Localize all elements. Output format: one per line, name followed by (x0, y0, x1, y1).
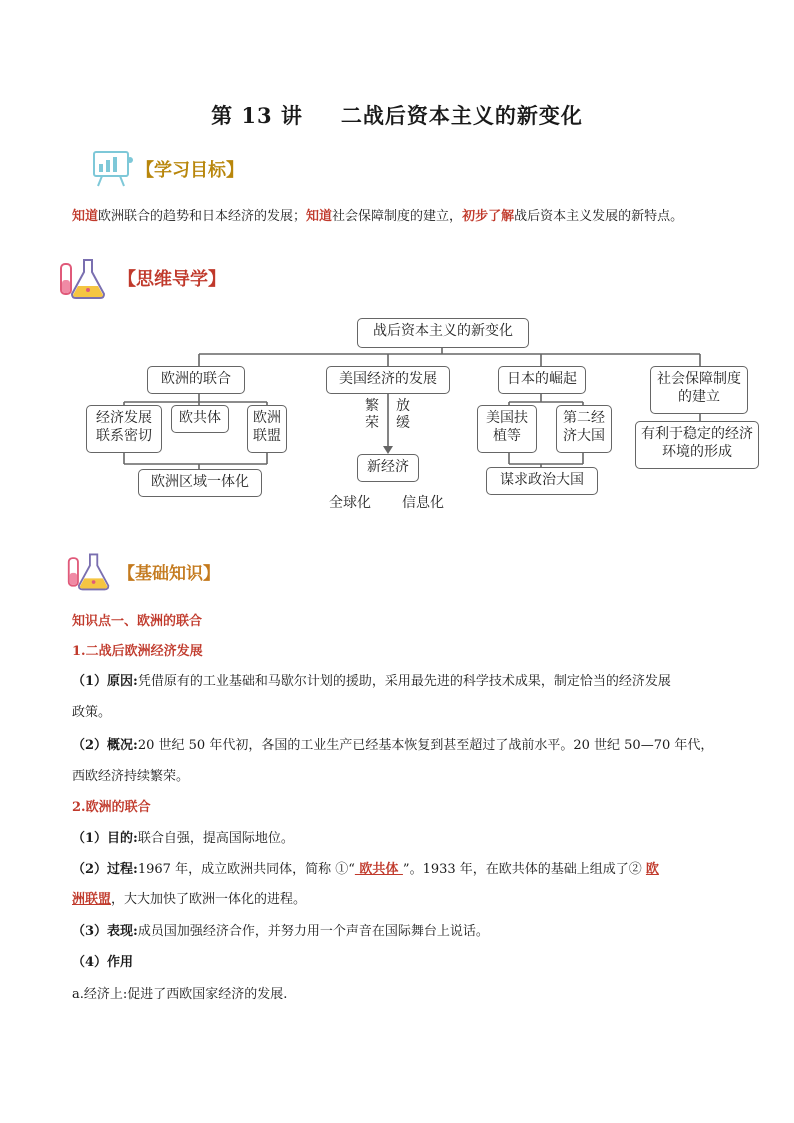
process-text-b: ”。1933 年，在欧共体的基础上组成了② (402, 862, 646, 877)
node-japan: 日本的崛起 (498, 366, 586, 394)
keyword-know-2: 知道 (306, 209, 333, 224)
node-europe-integration: 欧洲区域一体化 (138, 469, 262, 497)
basics-header (66, 550, 220, 592)
mindmap-root: 战后资本主义的新变化 (357, 318, 529, 348)
node-eu: 欧洲联盟 (247, 405, 287, 453)
heading-europe-economy: 1.二战后欧洲经济发展 (72, 644, 203, 659)
objective-part-1: 欧洲联合的趋势和日本经济的发展； (98, 209, 307, 224)
overview-line-2: 西欧经济持续繁荣。 (72, 769, 190, 784)
node-second-economy: 第二经济大国 (556, 405, 612, 453)
mindmap-header (58, 256, 226, 300)
answer-blank-2b: 洲联盟 (72, 892, 112, 907)
page-title (0, 100, 794, 130)
node-ec: 欧共体 (171, 405, 229, 433)
performance-line (72, 920, 489, 939)
purpose-line (72, 827, 294, 846)
process-label: （2）过程: (72, 862, 138, 877)
reason-line-2: 政策。 (72, 705, 112, 720)
answer-blank-2a: 欧 (645, 862, 659, 877)
keyword-understand: 初步了解 (462, 209, 515, 224)
us-slowdown-label: 放缓 (396, 398, 410, 431)
keyword-know-1: 知道 (72, 209, 99, 224)
lecture-topic: 二战后资本主义的新变化 (340, 103, 583, 128)
node-social-security: 社会保障制度的建立 (650, 366, 748, 414)
process-line-1 (72, 858, 659, 877)
mindmap-title: 【思维导学】 (118, 269, 226, 290)
presentation-board-icon (88, 150, 136, 188)
purpose-label: （1）目的: (72, 831, 138, 846)
node-us-support: 美国扶植等 (477, 405, 537, 453)
node-europe: 欧洲的联合 (147, 366, 245, 394)
basics-title: 【基础知识】 (118, 563, 220, 584)
overview-text-1: 20 世纪 50 年代初，各国的工业生产已经基本恢复到甚至超过了战前水平。20 世纪 50—70 年代， (137, 738, 714, 753)
objective-part-3: 战后资本主义发展的新特点。 (514, 209, 684, 224)
reason-line-1 (72, 670, 671, 689)
node-us: 美国经济的发展 (326, 366, 450, 394)
node-political-power: 谋求政治大国 (486, 467, 598, 495)
goals-header (88, 150, 244, 188)
overview-label: （2）概况: (72, 738, 138, 753)
lecture-number: 第 13 讲 (211, 103, 303, 128)
performance-label: （3）表现: (72, 924, 138, 939)
overview-line-1 (72, 734, 713, 753)
goals-title: 【学习目标】 (136, 160, 244, 181)
purpose-text: 联合自强，提高国际地位。 (137, 831, 294, 846)
label-informatization: 信息化 (402, 495, 444, 511)
heading-europe-union: 2.欧洲的联合 (72, 800, 151, 815)
label-globalization: 全球化 (329, 495, 371, 511)
node-stable-environment: 有利于稳定的经济环境的形成 (635, 421, 759, 469)
effect-label: （4）作用 (72, 955, 134, 970)
flask-icon (66, 550, 112, 592)
us-prosperity-label: 繁荣 (365, 398, 379, 431)
mindmap-diagram (0, 312, 794, 522)
flask-icon (58, 256, 108, 300)
process-text-a: 1967 年，成立欧洲共同体，简称 ①“ (137, 862, 355, 877)
objective-part-2: 社会保障制度的建立， (332, 209, 463, 224)
process-line-2 (72, 888, 306, 907)
answer-blank-1: 欧共体 (354, 862, 403, 877)
node-europe-economy: 经济发展联系密切 (86, 405, 162, 453)
objective-text (72, 205, 683, 224)
process-text-c: ，大大加快了欧洲一体化的进程。 (111, 892, 307, 907)
node-new-economy: 新经济 (357, 454, 419, 482)
knowledge-point-1: 知识点一、欧洲的联合 (72, 614, 203, 629)
effect-economic-line: a.经济上:促进了西欧国家经济的发展. (72, 987, 288, 1002)
reason-text-1: 凭借原有的工业基础和马歇尔计划的援助，采用最先进的科学技术成果，制定恰当的经济发展 (137, 674, 671, 689)
reason-label: （1）原因: (72, 674, 138, 689)
performance-text: 成员国加强经济合作，并努力用一个声音在国际舞台上说话。 (137, 924, 489, 939)
